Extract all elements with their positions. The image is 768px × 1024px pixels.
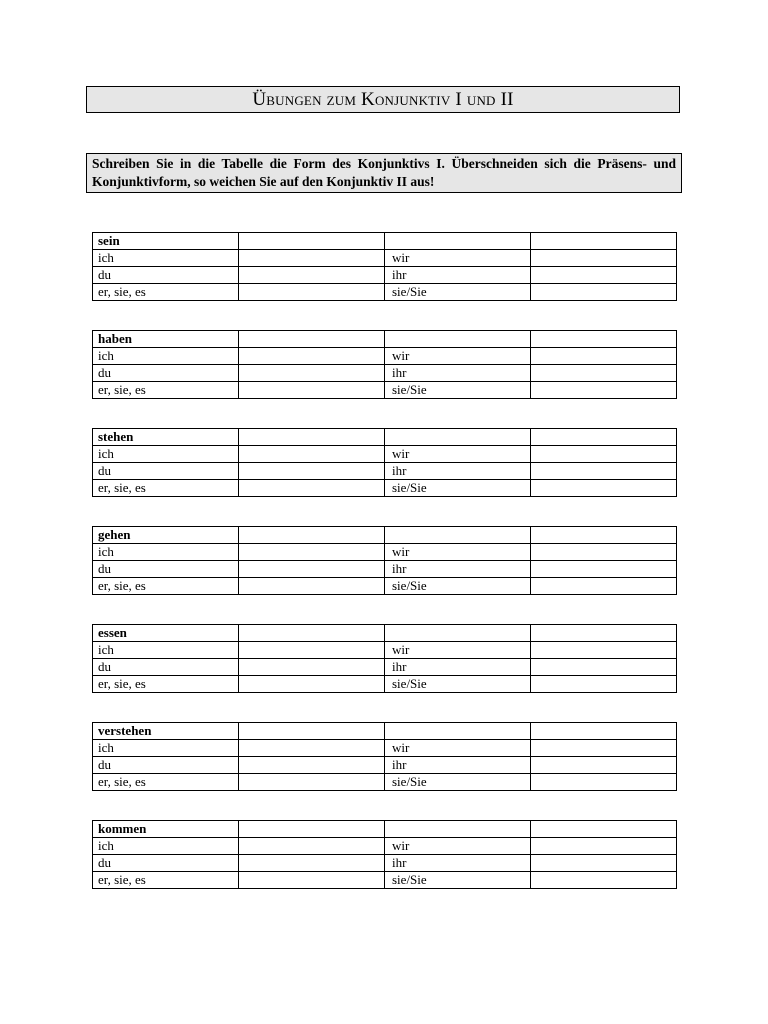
answer-cell[interactable]: [531, 625, 677, 642]
verb-table-stehen: [92, 428, 677, 497]
answer-cell[interactable]: [531, 774, 677, 791]
pronoun-singular: er, sie, es: [93, 578, 239, 595]
pronoun-plural: wir: [385, 544, 531, 561]
pronoun-plural: sie/Sie: [385, 676, 531, 693]
answer-cell[interactable]: [239, 659, 385, 676]
table-row: [93, 348, 677, 365]
pronoun-singular: du: [93, 365, 239, 382]
answer-cell[interactable]: [531, 429, 677, 446]
pronoun-plural: wir: [385, 740, 531, 757]
table-header-row: [93, 233, 677, 250]
pronoun-singular: du: [93, 757, 239, 774]
pronoun-plural: wir: [385, 446, 531, 463]
table-header-row: [93, 821, 677, 838]
verb-table-gehen: [92, 526, 677, 595]
answer-cell[interactable]: [385, 331, 531, 348]
verb-label: stehen: [93, 429, 239, 446]
table-row: [93, 855, 677, 872]
pronoun-singular: ich: [93, 642, 239, 659]
answer-cell[interactable]: [239, 365, 385, 382]
table-header-row: [93, 331, 677, 348]
pronoun-plural: ihr: [385, 659, 531, 676]
answer-cell[interactable]: [531, 561, 677, 578]
pronoun-singular: er, sie, es: [93, 284, 239, 301]
table-row: [93, 446, 677, 463]
table-row: [93, 676, 677, 693]
answer-cell[interactable]: [239, 774, 385, 791]
answer-cell[interactable]: [531, 578, 677, 595]
table-row: [93, 267, 677, 284]
answer-cell[interactable]: [239, 331, 385, 348]
pronoun-plural: sie/Sie: [385, 480, 531, 497]
verb-label: gehen: [93, 527, 239, 544]
pronoun-plural: wir: [385, 642, 531, 659]
table-row: [93, 774, 677, 791]
pronoun-singular: du: [93, 659, 239, 676]
answer-cell[interactable]: [239, 642, 385, 659]
table-row: [93, 578, 677, 595]
pronoun-singular: du: [93, 561, 239, 578]
answer-cell[interactable]: [239, 463, 385, 480]
answer-cell[interactable]: [531, 855, 677, 872]
pronoun-singular: du: [93, 267, 239, 284]
table-row: [93, 642, 677, 659]
pronoun-singular: ich: [93, 838, 239, 855]
answer-cell[interactable]: [239, 233, 385, 250]
answer-cell[interactable]: [239, 757, 385, 774]
table-row: [93, 382, 677, 399]
answer-cell[interactable]: [531, 723, 677, 740]
verb-label: kommen: [93, 821, 239, 838]
pronoun-singular: ich: [93, 544, 239, 561]
table-row: [93, 659, 677, 676]
table-header-row: [93, 625, 677, 642]
answer-cell[interactable]: [239, 838, 385, 855]
title-text: bungen zum Konjunktiv I und II: [266, 89, 514, 110]
table-row: [93, 561, 677, 578]
answer-cell[interactable]: [531, 250, 677, 267]
answer-cell[interactable]: [531, 757, 677, 774]
pronoun-plural: ihr: [385, 267, 531, 284]
pronoun-singular: er, sie, es: [93, 480, 239, 497]
pronoun-plural: sie/Sie: [385, 872, 531, 889]
pronoun-singular: du: [93, 855, 239, 872]
verb-label: essen: [93, 625, 239, 642]
pronoun-singular: du: [93, 463, 239, 480]
pronoun-plural: wir: [385, 838, 531, 855]
answer-cell[interactable]: [239, 382, 385, 399]
pronoun-singular: ich: [93, 250, 239, 267]
table-row: [93, 872, 677, 889]
answer-cell[interactable]: [239, 676, 385, 693]
answer-cell[interactable]: [239, 740, 385, 757]
answer-cell[interactable]: [239, 429, 385, 446]
table-header-row: [93, 527, 677, 544]
answer-cell[interactable]: [531, 659, 677, 676]
answer-cell[interactable]: [531, 838, 677, 855]
answer-cell[interactable]: [239, 625, 385, 642]
pronoun-singular: er, sie, es: [93, 872, 239, 889]
answer-cell[interactable]: [531, 233, 677, 250]
verb-table-sein: [92, 232, 677, 301]
title-initial: Ü: [252, 89, 267, 110]
answer-cell[interactable]: [531, 480, 677, 497]
answer-cell[interactable]: [531, 348, 677, 365]
verb-table-verstehen: [92, 722, 677, 791]
pronoun-plural: ihr: [385, 757, 531, 774]
answer-cell[interactable]: [531, 872, 677, 889]
answer-cell[interactable]: [531, 331, 677, 348]
pronoun-plural: sie/Sie: [385, 284, 531, 301]
table-row: [93, 284, 677, 301]
answer-cell[interactable]: [531, 642, 677, 659]
table-header-row: [93, 723, 677, 740]
answer-cell[interactable]: [385, 821, 531, 838]
answer-cell[interactable]: [531, 382, 677, 399]
answer-cell[interactable]: [239, 723, 385, 740]
table-row: [93, 480, 677, 497]
table-row: [93, 250, 677, 267]
answer-cell[interactable]: [239, 348, 385, 365]
verb-table-essen: [92, 624, 677, 693]
table-row: [93, 544, 677, 561]
instruction-text: Schreiben Sie in die Tabelle die Form des Konjunktivs I. Überschneiden sich die Präsens- und Konjunktivform, so weichen Sie auf den Konjunktiv II aus!: [92, 156, 676, 189]
table-row: [93, 838, 677, 855]
pronoun-plural: ihr: [385, 561, 531, 578]
answer-cell[interactable]: [239, 446, 385, 463]
answer-cell[interactable]: [239, 527, 385, 544]
table-row: [93, 463, 677, 480]
verb-label: verstehen: [93, 723, 239, 740]
pronoun-plural: wir: [385, 348, 531, 365]
answer-cell[interactable]: [385, 429, 531, 446]
table-row: [93, 365, 677, 382]
instruction-box: [86, 153, 682, 193]
verb-table-haben: [92, 330, 677, 399]
answer-cell[interactable]: [531, 267, 677, 284]
answer-cell[interactable]: [531, 463, 677, 480]
pronoun-singular: er, sie, es: [93, 774, 239, 791]
answer-cell[interactable]: [385, 723, 531, 740]
table-header-row: [93, 429, 677, 446]
answer-cell[interactable]: [531, 544, 677, 561]
pronoun-singular: er, sie, es: [93, 382, 239, 399]
pronoun-singular: ich: [93, 348, 239, 365]
answer-cell[interactable]: [531, 365, 677, 382]
pronoun-plural: sie/Sie: [385, 382, 531, 399]
answer-cell[interactable]: [239, 284, 385, 301]
answer-cell[interactable]: [239, 267, 385, 284]
verb-table-kommen: [92, 820, 677, 889]
answer-cell[interactable]: [385, 527, 531, 544]
answer-cell[interactable]: [239, 855, 385, 872]
pronoun-plural: ihr: [385, 365, 531, 382]
answer-cell[interactable]: [531, 527, 677, 544]
answer-cell[interactable]: [239, 250, 385, 267]
answer-cell[interactable]: [385, 625, 531, 642]
pronoun-plural: ihr: [385, 463, 531, 480]
answer-cell[interactable]: [239, 578, 385, 595]
pronoun-plural: sie/Sie: [385, 578, 531, 595]
verb-label: haben: [93, 331, 239, 348]
answer-cell[interactable]: [239, 544, 385, 561]
answer-cell[interactable]: [531, 821, 677, 838]
pronoun-plural: ihr: [385, 855, 531, 872]
answer-cell[interactable]: [239, 872, 385, 889]
pronoun-plural: sie/Sie: [385, 774, 531, 791]
verb-label: sein: [93, 233, 239, 250]
answer-cell[interactable]: [239, 821, 385, 838]
answer-cell[interactable]: [385, 233, 531, 250]
answer-cell[interactable]: [531, 446, 677, 463]
table-row: [93, 740, 677, 757]
pronoun-singular: er, sie, es: [93, 676, 239, 693]
pronoun-singular: ich: [93, 740, 239, 757]
answer-cell[interactable]: [531, 740, 677, 757]
answer-cell[interactable]: [239, 561, 385, 578]
answer-cell[interactable]: [531, 676, 677, 693]
answer-cell[interactable]: [531, 284, 677, 301]
answer-cell[interactable]: [239, 480, 385, 497]
worksheet-title: [86, 86, 680, 113]
table-row: [93, 757, 677, 774]
pronoun-singular: ich: [93, 446, 239, 463]
pronoun-plural: wir: [385, 250, 531, 267]
